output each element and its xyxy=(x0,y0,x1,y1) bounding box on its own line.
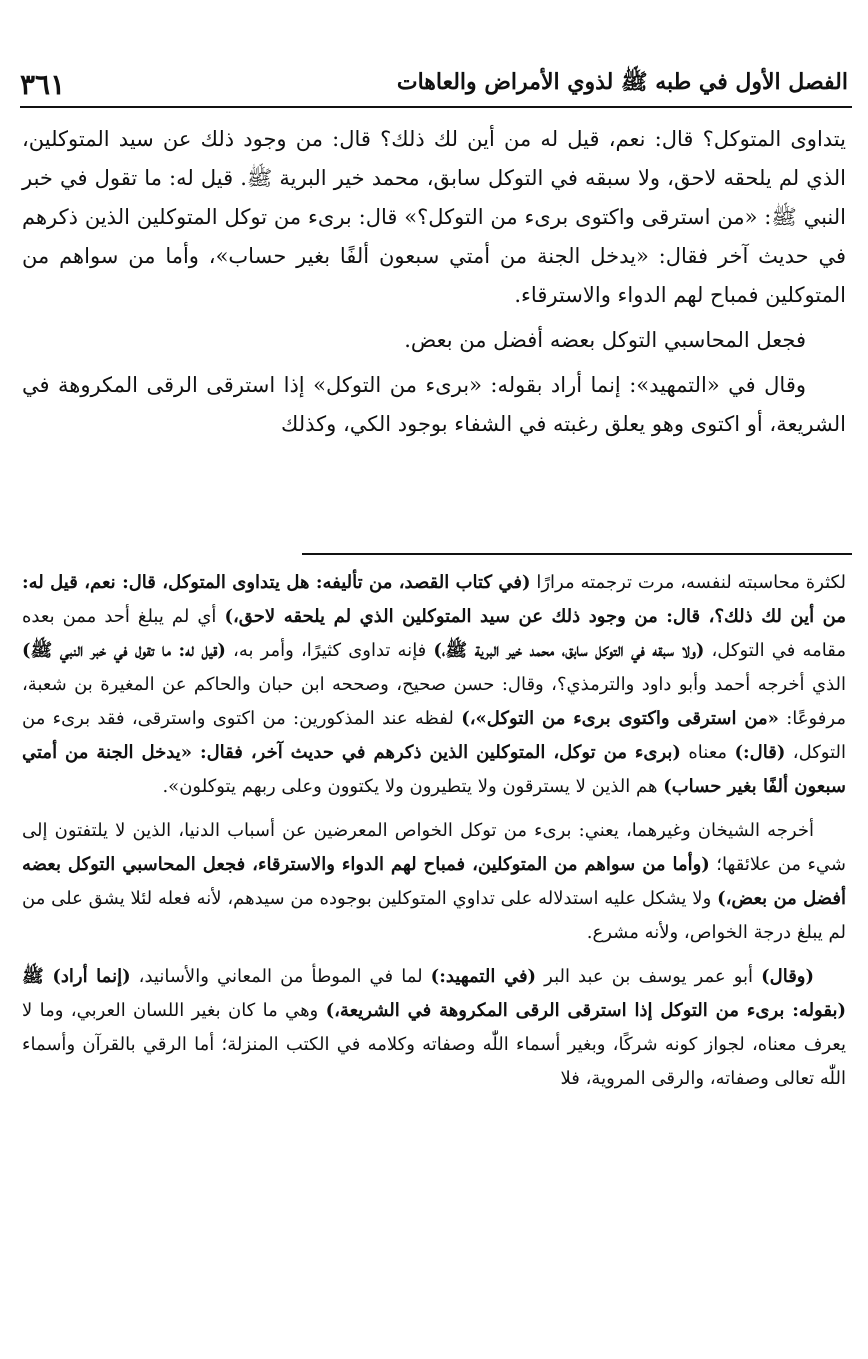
commentary-text-segment: معناه xyxy=(680,742,735,763)
commentary-text-segment: الذي أخرجه أحمد وأبو داود والترمذي؟، وقال: حسن صحيح، وصححه ابن حبان والحاكم عن المغيرة بن شعبة، مرفوعًا: xyxy=(22,674,846,729)
page-header xyxy=(20,62,848,106)
main-paragraph: يتداوى المتوكل؟ قال: نعم، قيل له من أين لك ذلك؟ قال: من وجود ذلك عن سيد المتوكلين، الذي لم يلحقه لاحق، ولا سبقه في التوكل سابق، محمد خير البرية ﷺ. قيل له: ما تقول في خبر النبي ﷺ: «من استرقى واكتوى برىء من التوكل؟» قال: برىء من توكل المتوكلين الذين ذكرهم في حديث آخر فقال: «يدخل الجنة من أمتي سبعون ألفًا بغير حساب»، وأما من سواهم من المتوكلين فمباح لهم الدواء والاسترقاء. xyxy=(22,127,846,307)
quoted-text-segment: (في كتاب القصد، من تأليفه: هل يتداوى المتوكل، قال: نعم، قيل له: من أين لك ذلك؟، قال: من وجود ذلك عن سيد المتوكلين الذي لم يلحقه لاحق،) xyxy=(22,572,847,627)
commentary-text-segment: لكثرة محاسبته لنفسه، مرت ترجمته مرارًا xyxy=(530,572,846,593)
commentary-text-segment: أي لم يبلغ أحد ممن بعده مقامه في التوكل، xyxy=(22,606,846,661)
main-paragraph: وقال في «التمهيد»: إنما أراد بقوله: «برىء من التوكل» إذا استرقى الرقى المكروهة في الشريعة، أو اكتوى وهو يعلق رغبته في الشفاء بوجود الكي، وكذلك xyxy=(22,373,846,436)
quoted-text-segment: (إنما أراد) ﷺ (بقوله: برىء من التوكل إذا استرقى الرقى المكروهة في الشريعة،) xyxy=(22,966,846,1021)
commentary-text-segment: أخرجه الشيخان وغيرهما، يعني: برىء من توكل الخواص المعرضين عن أسباب الدنيا، الذين لا يلتفتون إلى شيء من علائقها؛ xyxy=(22,820,846,875)
commentary-paragraph xyxy=(22,566,846,804)
commentary-text-segment: ولا يشكل عليه استدلاله على تداوي المتوكلين بوجوده من سيدهم، لأنه فعله لئلا يشق على من لم يبلغ درجة الخواص، ولأنه مشرع. xyxy=(22,888,846,943)
commentary-text-segment: لما في الموطأ من المعاني والأسانيد، xyxy=(130,966,431,987)
commentary-text-segment: هم الذين لا يسترقون ولا يتطيرون ولا يكتوون وعلى ربهم يتوكلون». xyxy=(162,776,664,797)
quoted-text-segment: (برىء من توكل، المتوكلين الذين ذكرهم في حديث آخر، فقال: «يدخل الجنة من أمتي سبعون ألفًا بغير حساب) xyxy=(22,742,846,797)
commentary-text-segment: فإنه تداوى كثيرًا، وأمر به، xyxy=(225,640,434,661)
quoted-text-segment: (ولا سبقه في التوكل سابق، محمد خير البرية ﷺ،) xyxy=(433,640,705,661)
main-paragraph: فجعل المحاسبي التوكل بعضه أفضل من بعض. xyxy=(404,328,806,352)
commentary-section xyxy=(22,566,846,1096)
quoted-text-segment: «من استرقى واكتوى برىء من التوكل»،) xyxy=(461,708,779,729)
quoted-text-segment: (قال:) xyxy=(734,742,786,763)
main-body-text xyxy=(22,120,846,444)
commentary-text-segment: وهي ما كان بغير اللسان العربي، وما لا يعرف معناه، لجواز كونه شركًا، وبغير أسماء اللّٰه وصفاته وكلامه في الكتب المنزلة؛ أما الرقي بالقرآن وأسماء اللّٰه تعالى وصفاته، والرقى المروية، فلا xyxy=(22,1000,846,1089)
commentary-text-segment: لفظه عند المذكورين: من اكتوى واسترقى، فقد برىء من التوكل، xyxy=(22,708,846,763)
quoted-text-segment: (قيل له: ما تقول في خبر النبي ﷺ) xyxy=(22,640,226,661)
page-number: ٣٦١ xyxy=(20,67,66,101)
quoted-text-segment: (في التمهيد:) xyxy=(430,966,537,987)
commentary-text-segment: أبو عمر يوسف بن عبد البر xyxy=(536,966,762,987)
quoted-text-segment: (وأما من سواهم من المتوكلين، فمباح لهم الدواء والاسترقاء، فجعل المحاسبي التوكل بعضه أفضل من بعض،) xyxy=(22,854,847,909)
chapter-title: الفصل الأول في طبه ﷺ لذوي الأمراض والعاهات xyxy=(396,69,848,95)
commentary-paragraph xyxy=(22,960,846,1096)
header-divider xyxy=(20,106,852,108)
quoted-text-segment: (وقال) xyxy=(761,966,815,987)
footnote-divider xyxy=(302,553,852,555)
commentary-paragraph xyxy=(22,814,846,950)
